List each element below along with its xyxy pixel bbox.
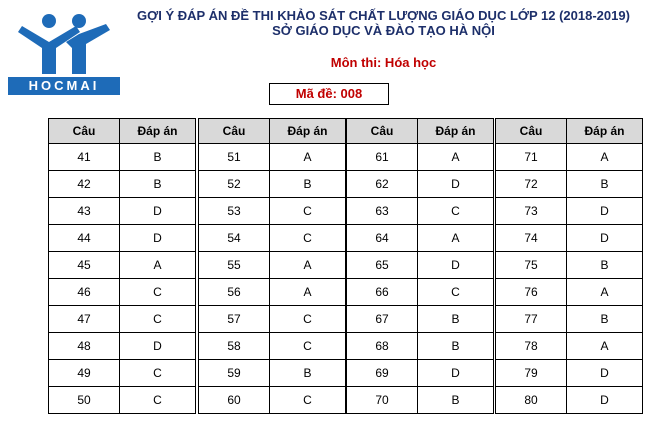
table-row <box>496 360 643 387</box>
question-number: 61 <box>347 144 418 171</box>
question-number: 49 <box>49 360 120 387</box>
answer-letter: C <box>270 198 346 225</box>
table-row <box>347 252 494 279</box>
table-row <box>199 198 346 225</box>
header-answer: Đáp án <box>120 119 196 144</box>
question-number: 67 <box>347 306 418 333</box>
answer-letter: B <box>418 387 494 414</box>
table-row <box>199 225 346 252</box>
table-row <box>347 387 494 414</box>
document-title: GỢI Ý ĐÁP ÁN ĐỀ THI KHẢO SÁT CHẤT LƯỢNG GIÁO DỤC LỚP 12 (2018-2019) <box>137 8 630 23</box>
answer-letter: A <box>418 144 494 171</box>
table-row <box>496 333 643 360</box>
question-number: 77 <box>496 306 567 333</box>
question-number: 66 <box>347 279 418 306</box>
question-number: 60 <box>199 387 270 414</box>
document-subtitle: SỞ GIÁO DỤC VÀ ĐÀO TẠO HÀ NỘI <box>272 23 495 38</box>
table-row <box>49 171 196 198</box>
header-answer: Đáp án <box>418 119 494 144</box>
table-row <box>49 306 196 333</box>
answer-letter: C <box>120 279 196 306</box>
table-row <box>347 144 494 171</box>
answer-table-4 <box>495 118 643 414</box>
table-row <box>49 252 196 279</box>
answer-letter: C <box>120 360 196 387</box>
answer-letter: B <box>418 306 494 333</box>
question-number: 42 <box>49 171 120 198</box>
answer-letter: A <box>270 279 346 306</box>
table-row <box>347 225 494 252</box>
table-row <box>199 252 346 279</box>
header-question: Câu <box>49 119 120 144</box>
table-row <box>347 306 494 333</box>
question-number: 71 <box>496 144 567 171</box>
answer-letter: C <box>418 198 494 225</box>
question-number: 47 <box>49 306 120 333</box>
table-row <box>496 279 643 306</box>
answer-letter: B <box>418 333 494 360</box>
table-row <box>199 279 346 306</box>
question-number: 56 <box>199 279 270 306</box>
table-row <box>496 387 643 414</box>
table-row <box>49 387 196 414</box>
question-number: 50 <box>49 387 120 414</box>
question-number: 46 <box>49 279 120 306</box>
answer-letter: A <box>418 225 494 252</box>
question-number: 55 <box>199 252 270 279</box>
table-row <box>49 360 196 387</box>
answer-letter: B <box>567 171 643 198</box>
answer-letter: C <box>120 306 196 333</box>
answer-letter: D <box>418 171 494 198</box>
question-number: 44 <box>49 225 120 252</box>
question-number: 73 <box>496 198 567 225</box>
question-number: 57 <box>199 306 270 333</box>
table-row <box>347 360 494 387</box>
table-row <box>49 225 196 252</box>
exam-code: Mã đề: 008 <box>269 83 389 105</box>
question-number: 63 <box>347 198 418 225</box>
question-number: 65 <box>347 252 418 279</box>
subject-label: Môn thi: Hóa học <box>330 55 437 70</box>
question-number: 68 <box>347 333 418 360</box>
question-number: 79 <box>496 360 567 387</box>
answer-letter: C <box>270 306 346 333</box>
header-question: Câu <box>347 119 418 144</box>
table-row <box>199 333 346 360</box>
question-number: 43 <box>49 198 120 225</box>
table-row <box>496 306 643 333</box>
question-number: 53 <box>199 198 270 225</box>
answer-letter: D <box>567 360 643 387</box>
answer-table-1 <box>48 118 196 414</box>
answer-letter: A <box>567 279 643 306</box>
header-question: Câu <box>199 119 270 144</box>
answer-letter: D <box>418 252 494 279</box>
answer-letter: D <box>567 198 643 225</box>
question-number: 45 <box>49 252 120 279</box>
answer-letter: C <box>270 333 346 360</box>
answer-letter: A <box>567 333 643 360</box>
answer-letter: C <box>270 225 346 252</box>
table-row <box>496 144 643 171</box>
answer-letter: D <box>120 225 196 252</box>
question-number: 54 <box>199 225 270 252</box>
question-number: 59 <box>199 360 270 387</box>
question-number: 75 <box>496 252 567 279</box>
table-row <box>347 198 494 225</box>
table-row <box>496 252 643 279</box>
table-row <box>347 171 494 198</box>
answer-letter: D <box>567 225 643 252</box>
answer-letter: B <box>567 252 643 279</box>
table-row <box>496 171 643 198</box>
table-row <box>496 198 643 225</box>
answer-letter: A <box>270 144 346 171</box>
question-number: 70 <box>347 387 418 414</box>
answer-letter: C <box>270 387 346 414</box>
answer-letter: B <box>567 306 643 333</box>
table-row <box>49 144 196 171</box>
table-row <box>199 171 346 198</box>
table-row <box>199 306 346 333</box>
answer-letter: B <box>270 360 346 387</box>
table-row <box>49 279 196 306</box>
answer-letter: A <box>270 252 346 279</box>
question-number: 64 <box>347 225 418 252</box>
question-number: 41 <box>49 144 120 171</box>
header-answer: Đáp án <box>567 119 643 144</box>
logo-text: HOCMAI <box>8 77 120 95</box>
answer-letter: C <box>120 387 196 414</box>
question-number: 51 <box>199 144 270 171</box>
question-number: 80 <box>496 387 567 414</box>
answer-letter: D <box>120 333 196 360</box>
question-number: 78 <box>496 333 567 360</box>
header-question: Câu <box>496 119 567 144</box>
table-row <box>49 198 196 225</box>
table-row <box>199 144 346 171</box>
hocmai-logo <box>8 12 120 102</box>
answer-letter: A <box>567 144 643 171</box>
table-row <box>496 225 643 252</box>
answer-letter: B <box>120 171 196 198</box>
question-number: 52 <box>199 171 270 198</box>
answer-letter: A <box>120 252 196 279</box>
question-number: 72 <box>496 171 567 198</box>
table-row <box>199 387 346 414</box>
question-number: 58 <box>199 333 270 360</box>
people-logo-icon <box>16 12 112 76</box>
question-number: 69 <box>347 360 418 387</box>
table-row <box>199 360 346 387</box>
table-row <box>347 279 494 306</box>
answer-letter: D <box>418 360 494 387</box>
header-answer: Đáp án <box>270 119 346 144</box>
table-row <box>49 333 196 360</box>
question-number: 74 <box>496 225 567 252</box>
answer-table-3 <box>346 118 494 414</box>
question-number: 62 <box>347 171 418 198</box>
table-row <box>347 333 494 360</box>
answer-letter: D <box>120 198 196 225</box>
question-number: 76 <box>496 279 567 306</box>
answer-letter: C <box>418 279 494 306</box>
answer-letter: D <box>567 387 643 414</box>
answer-letter: B <box>270 171 346 198</box>
question-number: 48 <box>49 333 120 360</box>
answer-table-2 <box>198 118 346 414</box>
answer-letter: B <box>120 144 196 171</box>
